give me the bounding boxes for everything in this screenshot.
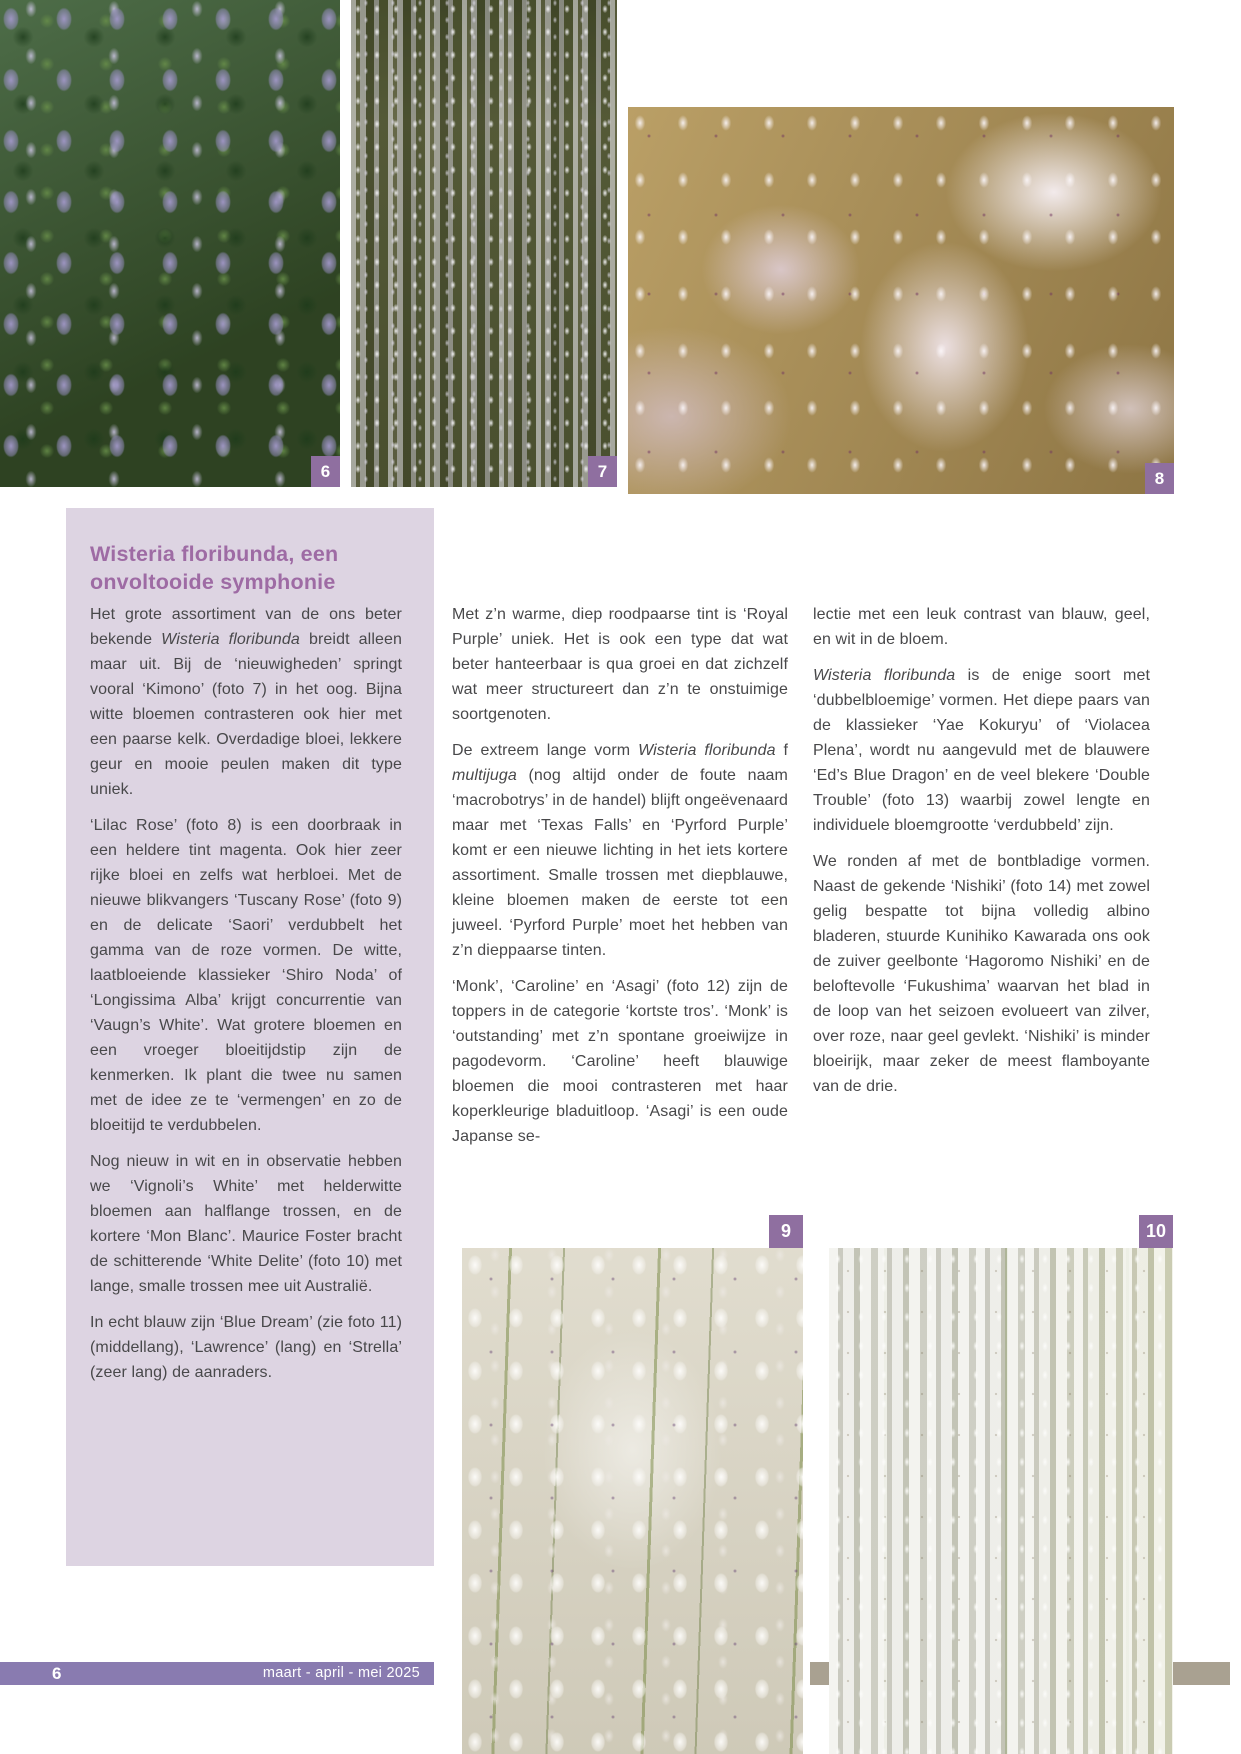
page-number: 6 [52,1664,62,1683]
photo-badge-8: 8 [1145,463,1174,494]
paragraph: Met z’n warme, diep roodpaarse tint is ‘Royal Purple’ uniek. Het is ook een type dat wat beter hanteerbaar is qua groei en dat zichzelf wat meer structureert dan z’n te onstuimige soortgenoten. [452,606,788,723]
photo-wisteria-9 [462,1248,803,1754]
photo-badge-6: 6 [311,456,340,487]
footer-issue-date: maart - april - mei 2025 [262,1665,420,1681]
paragraph: We ronden af met de bontbladige vormen. Naast de gekende ‘Nishiki’ (foto 14) met zowel gelig bespatte tot bijna volledig albino bladeren, stuurde Kunihiko Kawarada ons ook de zuiver geelbonte ‘Hagoromo Nishiki’ en de beloftevolle ‘Fukushima’ waarvan het blad in de loop van het seizoen evolueert van zilver, over roze, naar geel gevlekt. ‘Nishiki’ is minder bloeirijk, maar zeker de meest flamboyante van de drie. [813,853,1150,1095]
paragraph: lectie met een leuk contrast van blauw, geel, en wit in de bloem. [813,606,1150,648]
photo-wisteria-6 [0,0,340,487]
paragraph: Het grote assortiment van de ons beter bekende Wisteria floribunda breidt alleen maar uit. Bij de ‘nieuwigheden’ springt vooral ‘Kimono’ (foto 7) in het oog. Bijna witte bloemen contrasteren ook hier met een paarse kelk. Overdadige bloei, lekkere geur en mooie peulen maken dit type uniek. [90,606,402,798]
paragraph: Nog nieuw in wit en in observatie hebben we ‘Vignoli’s White’ met helderwitte bloemen aan halflange trossen, en de kortere ‘Mon Blanc’. Maurice Foster bracht de schitterende ‘White Delite’ (foto 10) met lange, smalle trossen mee uit Australië. [90,1153,402,1295]
photo-wisteria-10 [829,1248,1173,1754]
article-column-2 [452,602,788,1149]
article-column-1 [90,602,402,1385]
paragraph: In echt blauw zijn ‘Blue Dream’ (zie foto 11) (middellang), ‘Lawrence’ (lang) en ‘Strella’ (zeer lang) de aanraders. [90,1314,402,1381]
photo-badge-10: 10 [1139,1215,1173,1248]
photo-wisteria-8 [628,107,1174,494]
paragraph: ‘Lilac Rose’ (foto 8) is een doorbraak in een heldere tint magenta. Ook hier zeer rijke bloei en zelfs wat herbloei. Met de nieuwe blikvangers ‘Tuscany Rose’ (foto 9) en de delicate ‘Saori’ verdubbelt het gamma van de roze vormen. De witte, laatbloeiende klassieker ‘Shiro Noda’ of ‘Longissima Alba’ krijgt concurrentie van ‘Vaugn’s White’. Wat grotere bloemen en een vroeger bloeitijdstip zijn de kenmerken. Ik plant die twee nu samen met de idee ze te ‘vermengen’ en zo de bloeitijd te verdubbelen. [90,817,402,1134]
article-column-3 [813,602,1150,1099]
page-title: Wisteria floribunda, een onvoltooide symphonie [90,542,339,594]
footer-bar [0,1662,434,1685]
paragraph: De extreem lange vorm Wisteria floribunda f multijuga (nog altijd onder de foute naam ‘macrobotrys’ in de handel) blijft ongeëvenaard maar met ‘Texas Falls’ en ‘Pyrford Purple’ komt er een nieuwe lichting in het iets kortere assortiment. Smalle trossen met diepblauwe, kleine bloemen maken de eerste tot een juweel. ‘Pyrford Purple’ moet het hebben van z’n dieppaarse tinten. [452,742,788,959]
photo-badge-7: 7 [588,456,617,487]
photo-wisteria-7 [351,0,617,487]
photo-badge-9: 9 [769,1215,803,1248]
paragraph: ‘Monk’, ‘Caroline’ en ‘Asagi’ (foto 12) zijn de toppers in de categorie ‘kortste tros’. ‘Monk’ is ‘outstanding’ met z’n spontane groeiwijze in pagodevorm. ‘Caroline’ heeft blauwige bloemen die mooi contrasteren met haar koperkleurige bladuitloop. ‘Asagi’ is een oude Japanse se- [452,978,788,1145]
paragraph: Wisteria floribunda is de enige soort met ‘dubbelbloemige’ vormen. Het diepe paars van de klassieker ‘Yae Kokuryu’ of ‘Violacea Plena’, wordt nu aangevuld met de blauwere ‘Ed’s Blue Dragon’ en de veel blekere ‘Double Trouble’ (foto 13) waarbij zowel lengte en individuele bloemgrootte ‘verdubbeld’ zijn. [813,667,1150,834]
